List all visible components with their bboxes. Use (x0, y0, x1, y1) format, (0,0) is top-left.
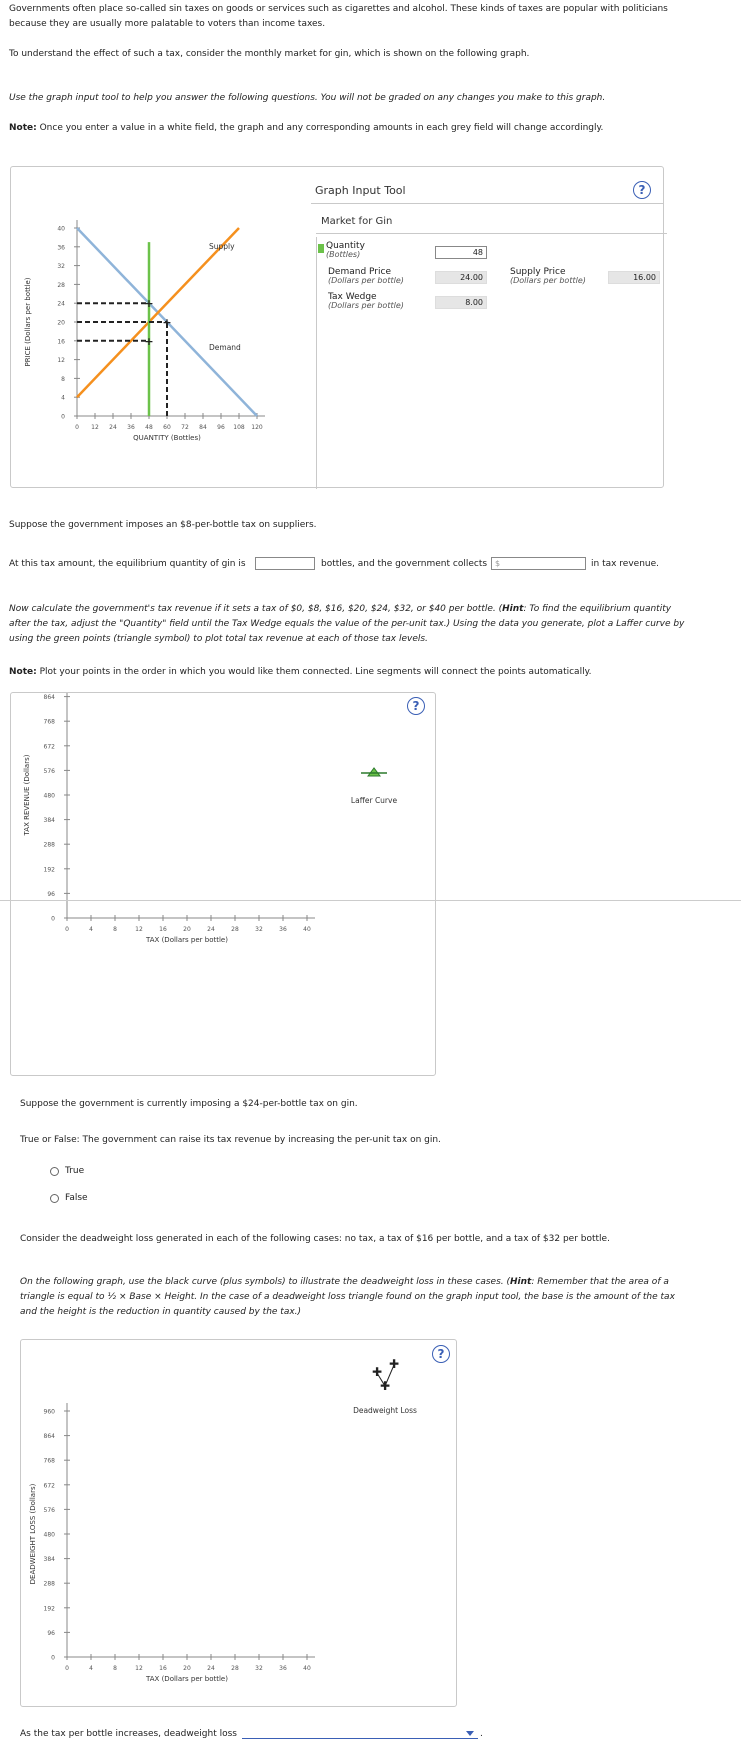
market-x-tick-label: 48 (145, 424, 153, 431)
q4-paragraph (20, 1275, 738, 1320)
laffer-y-tick-label: 576 (43, 767, 55, 775)
q4-line-4: and the height is the reduction in quantity caused by the tax.) (20, 1307, 302, 1317)
dwl-x-tick-label: 20 (183, 1665, 191, 1672)
market-y-tick-label: 12 (57, 357, 65, 365)
market-y-tick-label: 0 (61, 413, 65, 421)
dwl-y-tick-label: 384 (43, 1556, 55, 1564)
help-icon[interactable]: ? (407, 697, 425, 715)
dwl-x-tick-label: 16 (159, 1665, 167, 1672)
dwl-y-axis-label: DEADWEIGHT LOSS (Dollars) (29, 1483, 37, 1585)
q4-line-3b: × Base × Height. In the case of a deadweight loss triangle found on the graph input tool, the base is the amount of the tax (116, 1292, 675, 1302)
market-y-tick-label: 40 (57, 225, 65, 233)
supply-price-label: Supply Price (510, 267, 566, 277)
market-graph-panel (10, 166, 664, 488)
laffer-x-tick-label: 20 (183, 926, 191, 933)
market-x-tick-label: 60 (163, 424, 171, 431)
quantity-label: Quantity (326, 241, 365, 251)
market-x-tick-label: 12 (91, 424, 99, 431)
radio-true[interactable] (50, 1167, 59, 1176)
dwl-y-tick-label: 480 (43, 1531, 55, 1539)
q2-paragraph (9, 602, 739, 647)
demand-price-unit: (Dollars per bottle) (328, 276, 404, 285)
intro-line-3: To understand the effect of such a tax, consider the monthly market for gin, which is shown on the following graph. (9, 49, 530, 59)
market-y-tick-label: 36 (57, 244, 65, 252)
market-x-tick-label: 72 (181, 424, 189, 431)
tax-revenue-input[interactable]: $ (491, 557, 586, 570)
supply-price-unit: (Dollars per bottle) (510, 276, 586, 285)
quantity-unit: (Bottles) (326, 250, 361, 259)
q2-note-label: Note: (9, 667, 37, 677)
deadweight-loss-dropdown[interactable] (242, 1738, 478, 1739)
laffer-x-tick-label: 32 (255, 926, 263, 933)
divider (316, 233, 667, 234)
dwl-y-tick-label: 192 (43, 1605, 55, 1613)
q4-line-2 (20, 1275, 738, 1290)
laffer-y-tick-label: 384 (43, 817, 55, 825)
laffer-y-tick-label: 480 (43, 792, 55, 800)
market-x-tick-label: 84 (199, 424, 207, 431)
q4-line-2b: : Remember that the area of a (531, 1277, 669, 1287)
dwl-x-tick-label: 4 (89, 1665, 93, 1672)
note-label: Note: (9, 123, 37, 133)
q2-line-2: after the tax, adjust the "Quantity" field until the Tax Wedge equals the value of the per-unit tax.) Using the data you generate, plot a Laffer curve by (9, 619, 685, 629)
q3-text: Suppose the government is currently imposing a $24-per-bottle tax on gin. (20, 1099, 358, 1109)
q2-line-3: using the green points (triangle symbol) to plot total tax revenue at each of those tax levels. (9, 634, 428, 644)
q2-note (9, 665, 591, 680)
market-x-tick-label: 108 (233, 424, 245, 431)
q2-hint: Hint (502, 604, 524, 614)
demand-price-label: Demand Price (328, 267, 391, 277)
dwl-y-tick-label: 288 (43, 1580, 55, 1588)
dwl-y-tick-label: 96 (47, 1629, 55, 1637)
dwl-legend-label: Deadweight Loss (353, 1406, 417, 1415)
tax-wedge-label: Tax Wedge (328, 292, 377, 302)
divider (316, 237, 317, 489)
tax-wedge-value: 8.00 (435, 296, 487, 309)
q5-period: . (480, 1729, 483, 1739)
dwl-plus-marker: ✚ (379, 1379, 391, 1393)
help-icon[interactable]: ? (633, 181, 651, 199)
market-x-tick-label: 120 (251, 424, 263, 431)
laffer-y-axis-label: TAX REVENUE (Dollars) (23, 754, 31, 836)
input-tool-subtitle: Market for Gin (321, 216, 393, 227)
laffer-y-tick-label: 672 (43, 743, 55, 751)
instructions: Use the graph input tool to help you answer the following questions. You will not be graded on any changes you make to this graph. (9, 93, 606, 103)
dwl-plus-marker: ✚ (371, 1365, 383, 1379)
market-y-tick-label: 32 (57, 263, 65, 271)
laffer-y-tick-label: 96 (47, 890, 55, 898)
q1-part3: in tax revenue. (591, 559, 660, 569)
intro-line-2: because they are usually more palatable to voters than income taxes. (9, 19, 326, 29)
one-half-fraction: ½ (107, 1292, 117, 1302)
option-true-label: True (65, 1166, 85, 1176)
q2-line-1b: : To find the equilibrium quantity (523, 604, 672, 614)
market-x-axis-label: QUANTITY (Bottles) (133, 434, 201, 442)
market-y-tick-label: 24 (57, 300, 65, 308)
q2-line-1a: Now calculate the government's tax revenue if it sets a tax of $0, $8, $16, $20, $24, $32, or $40 per bottle. ( (9, 604, 503, 614)
laffer-x-tick-label: 16 (159, 926, 167, 933)
tax-wedge-unit: (Dollars per bottle) (328, 301, 404, 310)
q1-part2: bottles, and the government collects (321, 559, 488, 569)
dwl-x-tick-label: 36 (279, 1665, 287, 1672)
laffer-x-tick-label: 12 (135, 926, 143, 933)
laffer-x-tick-label: 8 (113, 926, 117, 933)
quantity-input[interactable]: 48 (435, 246, 487, 259)
demand-label: Demand (209, 343, 241, 353)
laffer-x-tick-label: 40 (303, 926, 311, 933)
quantity-green-marker (318, 244, 324, 253)
dwl-x-tick-label: 28 (231, 1665, 239, 1672)
intro-line-1: Governments often place so-called sin taxes on goods or services such as cigarettes and alcohol. These kinds of taxes are popular with politicians (9, 4, 668, 14)
laffer-y-tick-label: 768 (43, 718, 55, 726)
dwl-y-tick-label: 960 (43, 1408, 55, 1416)
chevron-down-icon[interactable] (466, 1731, 474, 1736)
supply-label: Supply (209, 242, 235, 252)
dwl-graph-panel (20, 1339, 457, 1707)
option-false-label: False (65, 1193, 88, 1203)
laffer-x-tick-label: 24 (207, 926, 215, 933)
q3-question: True or False: The government can raise its tax revenue by increasing the per-unit tax on gin. (20, 1135, 441, 1145)
divider (311, 203, 663, 204)
laffer-triangle-marker (368, 768, 380, 776)
dwl-y-tick-label: 576 (43, 1506, 55, 1514)
intro-paragraph (9, 2, 734, 32)
dwl-x-tick-label: 24 (207, 1665, 215, 1672)
laffer-y-tick-label: 0 (51, 915, 55, 923)
q2-note-text: Plot your points in the order in which you would like them connected. Line segments will connect the points automatically. (36, 667, 592, 677)
laffer-y-tick-label: 288 (43, 841, 55, 849)
laffer-x-tick-label: 28 (231, 926, 239, 933)
laffer-x-tick-label: 4 (89, 926, 93, 933)
q4-line-1: Consider the deadweight loss generated in each of the following cases: no tax, a tax of $16 per bottle, and a tax of $32 per bottle. (20, 1234, 610, 1244)
dwl-x-tick-label: 12 (135, 1665, 143, 1672)
q2-line-1 (9, 602, 739, 617)
laffer-graph[interactable] (11, 693, 441, 1073)
laffer-graph-panel (10, 692, 436, 1076)
market-y-tick-label: 20 (57, 319, 65, 327)
supply-price-value: 16.00 (608, 271, 660, 284)
radio-false[interactable] (50, 1194, 59, 1203)
dwl-x-tick-label: 0 (65, 1665, 69, 1672)
laffer-legend-label: Laffer Curve (350, 796, 398, 805)
plus-marker: + (144, 334, 154, 348)
equilibrium-quantity-input[interactable] (255, 557, 315, 570)
q1-part1: At this tax amount, the equilibrium quantity of gin is (9, 559, 246, 569)
dwl-x-tick-label: 32 (255, 1665, 263, 1672)
market-y-tick-label: 8 (61, 375, 65, 383)
market-x-tick-label: 0 (75, 424, 79, 431)
help-icon[interactable]: ? (432, 1345, 450, 1363)
dwl-y-tick-label: 0 (51, 1654, 55, 1662)
market-y-axis-label: PRICE (Dollars per bottle) (24, 277, 32, 367)
laffer-y-tick-label: 192 (43, 866, 55, 874)
page-overlay-line (0, 900, 741, 901)
laffer-x-axis-label: TAX (Dollars per bottle) (146, 936, 228, 944)
market-graph[interactable] (11, 167, 311, 467)
q4-line-2a: On the following graph, use the black curve (plus symbols) to illustrate the deadweight loss in these cases. ( (20, 1277, 511, 1287)
laffer-x-tick-label: 0 (65, 926, 69, 933)
q1-text: Suppose the government imposes an $8-per-bottle tax on suppliers. (9, 520, 317, 530)
dwl-x-tick-label: 8 (113, 1665, 117, 1672)
dwl-y-tick-label: 768 (43, 1457, 55, 1465)
dwl-x-axis-label: TAX (Dollars per bottle) (146, 1675, 228, 1683)
market-x-tick-label: 36 (127, 424, 135, 431)
market-y-tick-label: 4 (61, 394, 65, 402)
laffer-y-tick-label: 864 (43, 694, 55, 702)
laffer-x-tick-label: 36 (279, 926, 287, 933)
demand-price-value: 24.00 (435, 271, 487, 284)
q4-line-3 (20, 1290, 738, 1305)
note-text: Once you enter a value in a white field, the graph and any corresponding amounts in each grey field will change accordingly. (36, 123, 604, 133)
q4-hint: Hint (510, 1277, 532, 1287)
market-x-tick-label: 96 (217, 424, 225, 431)
dwl-y-tick-label: 672 (43, 1482, 55, 1490)
market-x-tick-label: 24 (109, 424, 117, 431)
input-tool-title: Graph Input Tool (315, 184, 406, 197)
q4-line-3a: triangle is equal to (20, 1292, 105, 1302)
dwl-y-tick-label: 864 (43, 1433, 55, 1441)
market-y-tick-label: 28 (57, 281, 65, 289)
plus-marker: + (144, 297, 154, 311)
dwl-x-tick-label: 40 (303, 1665, 311, 1672)
market-y-tick-label: 16 (57, 338, 65, 346)
plus-marker: + (162, 316, 172, 329)
dwl-plus-marker: ✚ (388, 1357, 400, 1371)
dwl-graph[interactable] (21, 1340, 458, 1708)
note (9, 121, 603, 136)
q5-text: As the tax per bottle increases, deadweight loss (20, 1729, 237, 1739)
